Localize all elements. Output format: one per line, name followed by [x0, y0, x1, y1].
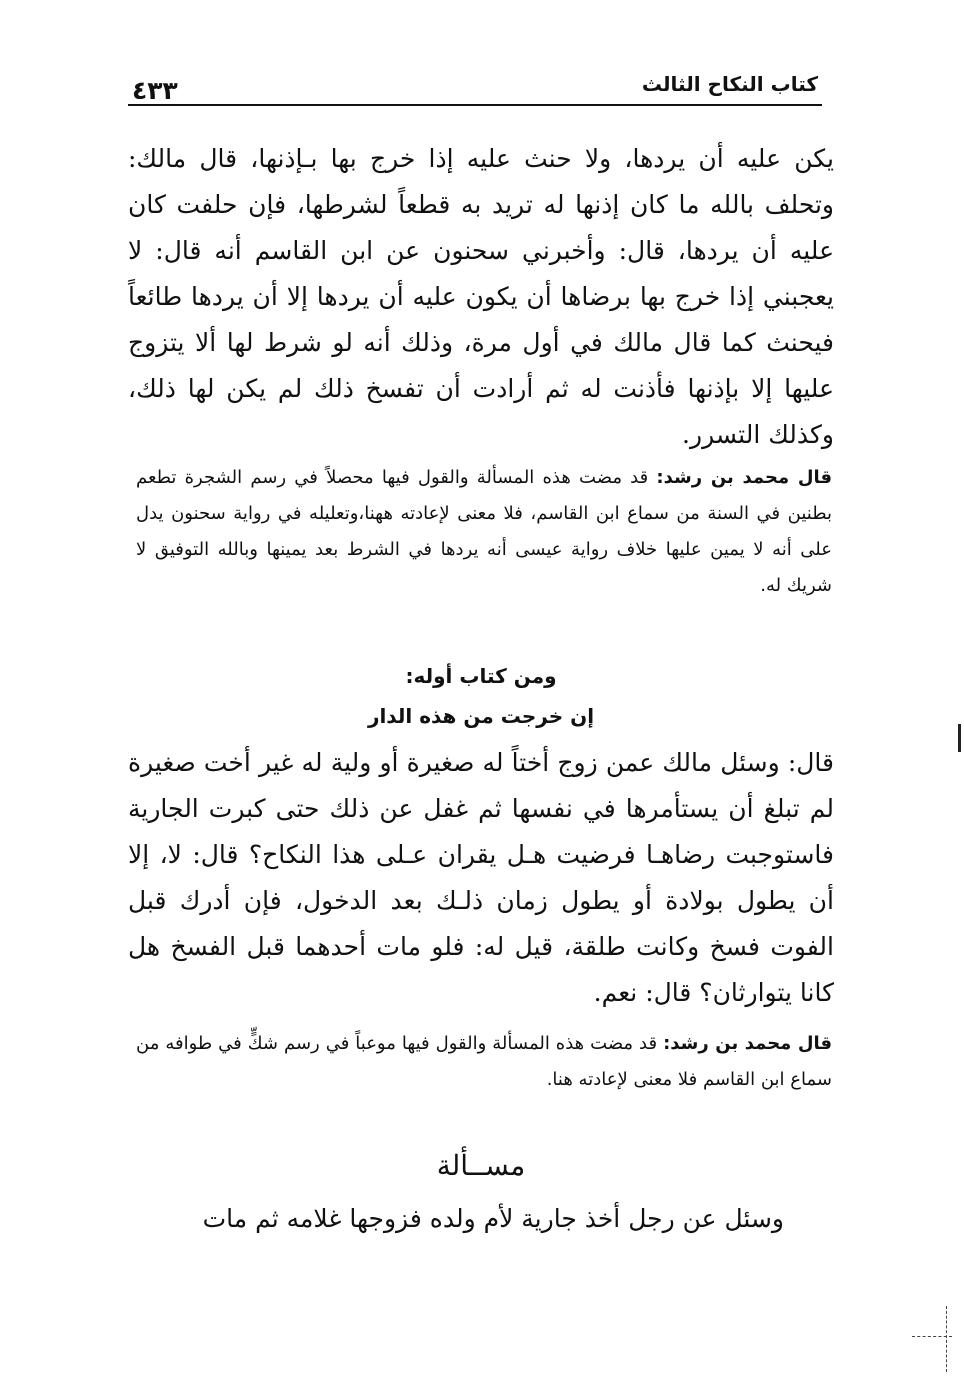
commentary-2-speaker: قال محمد بن رشد: [663, 1033, 832, 1054]
running-title: كتاب النكاح الثالث [641, 72, 818, 96]
commentary-2 [136, 1026, 832, 1098]
commentary-1-speaker: قال محمد بن رشد: [656, 467, 832, 488]
page-header [128, 64, 822, 106]
section-source-label: ومن كتاب أوله: [405, 664, 557, 688]
commentary-1 [136, 460, 832, 604]
scan-margin-mark [958, 724, 961, 752]
paragraph-3: وسئل عن رجل أخذ جارية لأم ولده فزوجها غلامه ثم مات [202, 1204, 784, 1233]
section-title: إن خرجت من هذه الدار [367, 704, 595, 728]
commentary-2-text: قد مضت هذه المسألة والقول فيها موعباً في رسم شكٍّ في طوافه من سماع ابن القاسم فلا معنى لإعادته هنا. [136, 1033, 832, 1090]
commentary-1-text: قد مضت هذه المسألة والقول فيها محصلاً في رسم الشجرة تطعم بطنين في السنة من سماع ابن القاسم، فلا معنى لإعادته ههنا،وتعليله في رواية سحنون يدل على أنه لا يمين عليها خلاف رواية عيسى أنه يردها في الشرط بعد يمينها وبالله التوفيق لا شريك له. [136, 467, 832, 596]
issue-heading: مســألة [436, 1149, 526, 1182]
paragraph-2: قال: وسئل مالك عمن زوج أختاً له صغيرة أو ولية له غير أخت صغيرة لم تبلغ أن يستأمرها في نفسها ثم غفل عن ذلك حتى كبرت الجارية فاستوجبت رضاهـا فرضيت هـل يقران عـلى هذا النكاح؟ قال: لا، إلا أن يطول بولادة أو يطول زمان ذلـك بعد الدخول، فإن أدرك قبل الفوت فسخ وكانت طلقة، قيل له: فلو مات أحدهما قبل الفسخ هل كانا يتوارثان؟ قال: نعم. [128, 748, 834, 1007]
paragraph-1: يكن عليه أن يردها، ولا حنث عليه إذا خرج بها بـإذنها، قال مالك: وتحلف بالله ما كان إذنها له تريد به قطعاً لشرطها، فإن حلفت كان عليه أن يردها، قال: وأخبرني سحنون عن ابن القاسم أنه قال: لا يعجبني إذا خرج بها برضاها أن يكون عليه أن يردها إلا أن يردها طائعاً فيحنث كما قال مالك في أول مرة، وذلك أنه لو شرط لها ألا يتزوج عليها إلا بإذنها فأذنت له ثم أرادت أن تفسخ ذلك لم يكن لها ذلك، وكذلك التسرر. [128, 144, 834, 449]
page-number: ٤٣٣ [132, 76, 178, 105]
scan-edge-mark [946, 1306, 948, 1372]
